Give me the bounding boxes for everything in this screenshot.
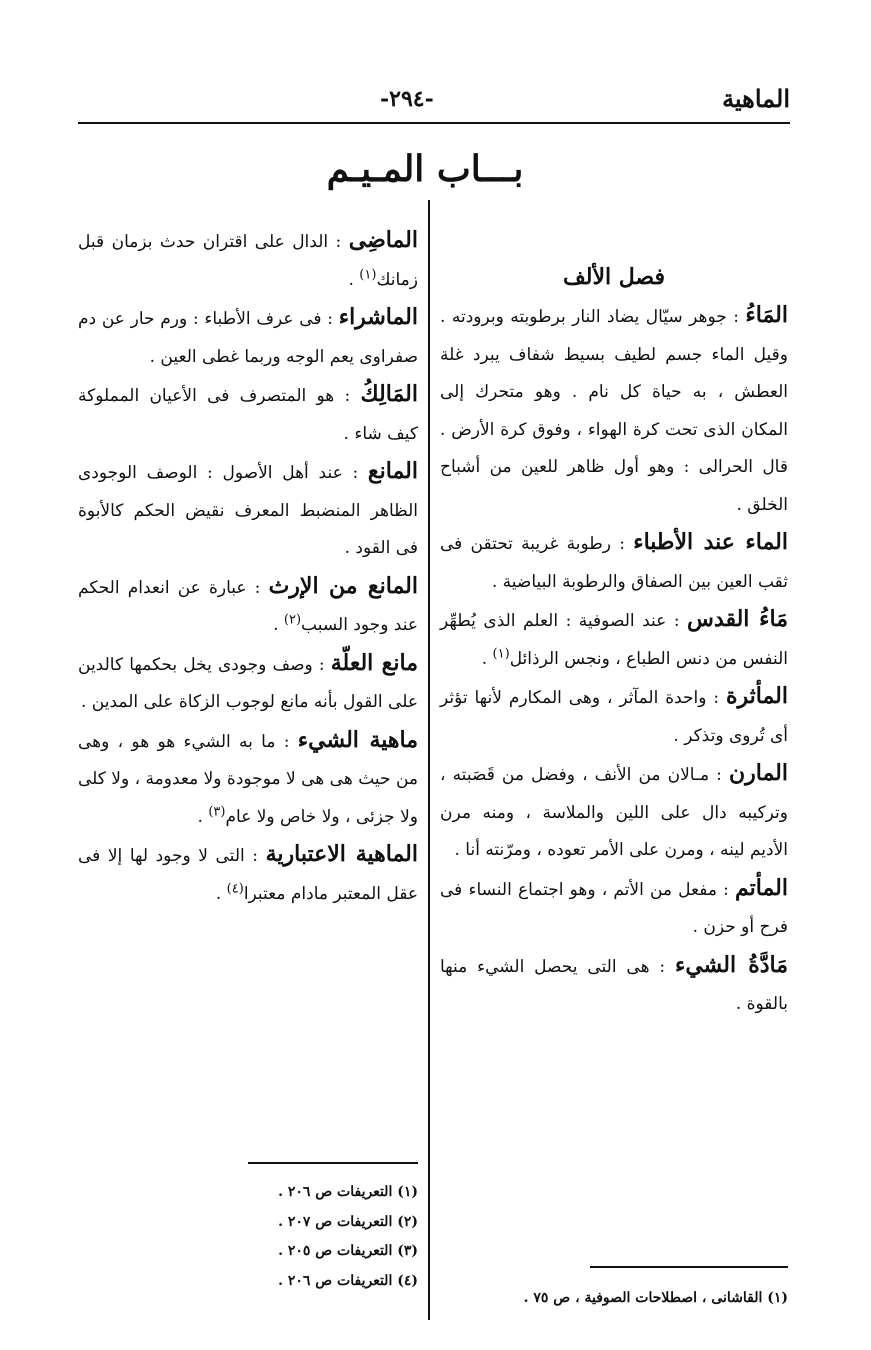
footnote: (٣) التعريفات ص ٢٠٥ . xyxy=(278,1243,418,1259)
headword: المارن xyxy=(728,760,788,786)
entry-almaa xyxy=(440,297,788,524)
entry-almathara xyxy=(440,678,788,755)
entry-almaa-atibba xyxy=(440,524,788,601)
definition: : مـالان من الأنف ، وفضل من قَصَبته ، وتركيبه دال على اللين والملاسة ، ومنه مرن الأديم لينه ، ومرن على الأمر تعوده ، ومرّنته أنا . xyxy=(440,765,788,860)
running-head xyxy=(80,78,790,122)
footnote: (٤) التعريفات ص ٢٠٦ . xyxy=(278,1272,418,1289)
footnote-marker: (٣) xyxy=(208,803,226,819)
headword: المَاءُ xyxy=(745,302,788,328)
entry-almalik xyxy=(78,376,418,453)
definition-end: . xyxy=(215,883,227,904)
footnote-marker: (١) xyxy=(359,266,377,282)
footnotes-right xyxy=(440,1284,788,1314)
definition: : هو المتصرف فى الأعيان المملوكة كيف شاء . xyxy=(78,386,418,444)
right-column xyxy=(440,222,788,1024)
headword: المانع من الإرث xyxy=(268,572,418,599)
definition: : رطوبة غريبة تحتقن فى ثقب العين بين الصفاق والرطوبة البياضية . xyxy=(440,534,788,592)
definition: : الدال على اقتران حدث بزمان قبل زمانك xyxy=(78,232,418,290)
chapter-title: فصل الألف xyxy=(562,264,666,290)
headword: مَاءُ القدس xyxy=(687,606,788,632)
definition: : جوهر سيّال يضاد النار برطوبته وبرودته . وقيل الماء جسم لطيف بسيط شفاف يبرد غلة العطش ، به حياة كل نام . وهو متحرك إلى المكان الذى تحت كرة الهواء ، وفوق كرة الأرض . قال الحرالى : وهو أول ظاهر للعين من أشباح الخلق . xyxy=(440,307,788,515)
definition: : فى عرف الأطباء : ورم حار عن دم صفراوى يعم الوجه وربما غطى العين . xyxy=(78,309,418,367)
headword: الماشراء xyxy=(338,304,418,330)
definition-end: . xyxy=(348,269,360,290)
entry-almani-irth xyxy=(78,568,418,645)
entry-almani xyxy=(78,453,418,568)
headword: مانع العلّة xyxy=(330,649,418,676)
definition: : عند الصوفية : العلم الذى يُطهِّر النفس من دنس الطباع ، ونجس الرذائل xyxy=(440,611,788,669)
definition: : عبارة عن انعدام الحكم عند وجود السبب xyxy=(78,577,418,635)
entry-almahiya-itibariya xyxy=(78,836,418,913)
entry-mahiyat-alshay xyxy=(78,722,418,837)
running-title: الماهية xyxy=(722,84,790,113)
column-divider xyxy=(428,200,430,1320)
definition: : التى لا وجود لها إلا فى عقل المعتبر مادام معتبرا xyxy=(78,846,418,904)
entry-almadi xyxy=(78,222,418,299)
definition-end: . xyxy=(273,615,284,635)
section-title: بـــاب المـيـم xyxy=(326,148,524,190)
headword: المأتم xyxy=(734,874,788,901)
headword: ماهية الشيء xyxy=(297,726,418,753)
footnote-marker: (٤) xyxy=(226,880,244,896)
footnote: (١) القاشانى ، اصطلاحات الصوفية ، ص ٧٥ . xyxy=(523,1290,788,1306)
headword: المَالِكُ xyxy=(360,381,418,407)
definition-end: . xyxy=(481,648,493,669)
definition: : عند أهل الأصول : الوصف الوجودى الظاهر المنضبط المعرف نقيض الحكم كالأبوة فى القود . xyxy=(78,463,418,558)
footnotes-left xyxy=(200,1178,418,1296)
headword: الماء عند الأطباء xyxy=(633,529,789,555)
footnote: (٢) التعريفات ص ٢٠٧ . xyxy=(278,1213,418,1230)
entry-maa-alquds xyxy=(440,601,788,678)
footnote-marker: (٢) xyxy=(283,612,302,628)
definition: : هى التى يحصل الشيء منها بالقوة . xyxy=(440,956,788,1014)
footnote-marker: (١) xyxy=(492,645,510,661)
page-number: -٢٩٤- xyxy=(380,86,434,112)
entry-almashraa xyxy=(78,299,418,376)
footnote-rule-left xyxy=(248,1162,418,1164)
headword: المأثرة xyxy=(725,683,788,709)
headword: الماضِى xyxy=(348,227,418,253)
headword: المانع xyxy=(367,458,418,484)
entry-maddat-alshay xyxy=(440,947,788,1024)
definition: : واحدة المآثر ، وهى المكارم لأنها تؤثر أى تُروى وتذكر . xyxy=(440,688,788,746)
headword: الماهية الاعتبارية xyxy=(265,841,418,867)
definition: : وصف وجودى يخل بحكمها كالدين على القول بأنه مانع لوجوب الزكاة على المدين . xyxy=(78,654,418,712)
header-rule xyxy=(78,122,790,124)
footnote: (١) التعريفات ص ٢٠٦ . xyxy=(278,1184,418,1200)
entry-mani-alilla xyxy=(78,645,418,722)
headword: مَادَّةُ الشيء xyxy=(674,951,789,978)
definition: : ما به الشيء هو هو ، وهى من حيث هى هى لا موجودة ولا معدومة ، ولا كلى ولا جزئى ، ولا خاص ولا عام xyxy=(78,731,418,827)
footnote-rule-right xyxy=(590,1266,788,1268)
entry-almatam xyxy=(440,870,788,947)
entry-almarin xyxy=(440,755,788,870)
definition-end: . xyxy=(197,806,209,827)
left-column xyxy=(78,222,418,913)
definition: : مفعل من الأتم ، وهو اجتماع النساء فى فرح أو حزن . xyxy=(440,879,788,937)
